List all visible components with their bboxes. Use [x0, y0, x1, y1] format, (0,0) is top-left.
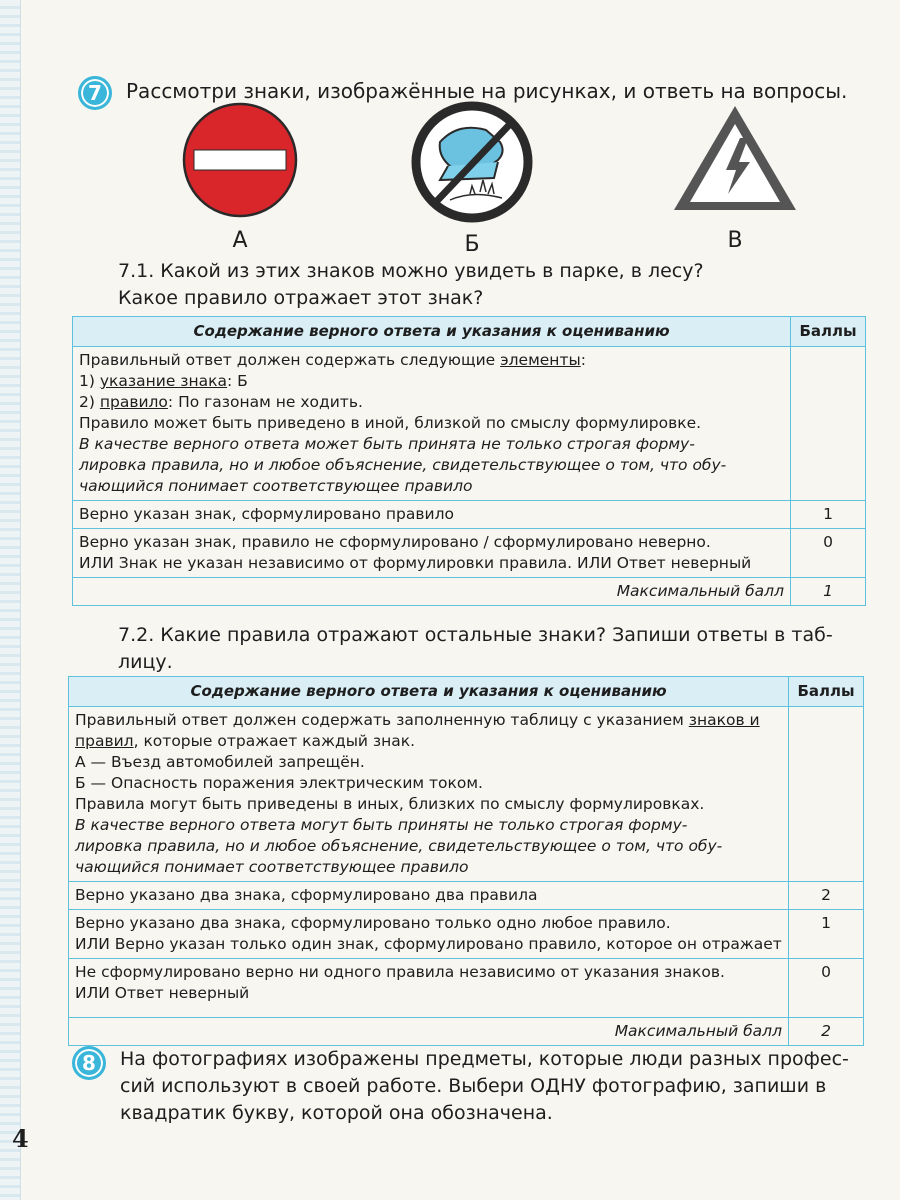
answer-intro-line-2 — [75, 731, 782, 752]
answer-row — [73, 347, 866, 501]
answer-cell — [73, 347, 791, 501]
max-score-value: 2 — [789, 1018, 864, 1046]
answer-intro-line-1 — [75, 710, 782, 731]
item-2-underlined: правило — [99, 393, 168, 411]
task-8-line-2: сий используют в своей работе. Выбери ОДНУ фотографию, запиши в — [120, 1075, 827, 1097]
sign-c — [670, 100, 800, 253]
answer-italic-2: лировка правила, но и любое объяснение, свидетельствующее о том, что обу- — [79, 456, 727, 474]
header-content: Содержание верного ответа и указания к оцениванию — [69, 677, 789, 707]
answer-note: Правило может быть приведено в иной, близкой по смыслу формулировке. — [79, 414, 702, 432]
task-8-line-1: На фотографиях изображены предметы, которые люди разных профес- — [120, 1048, 849, 1070]
question-7-1 — [118, 258, 704, 312]
answer-intro-text: Правильный ответ должен содержать заполненную таблицу с указанием — [75, 711, 689, 729]
sign-b — [410, 100, 534, 257]
max-score-label: Максимальный балл — [73, 578, 791, 606]
answer-italic-1: В качестве верного ответа может быть принята не только строгая форму- — [79, 435, 695, 453]
task-8-heading — [72, 1046, 864, 1127]
answer-italic-1: В качестве верного ответа могут быть приняты не только строгая форму- — [75, 816, 688, 834]
header-content: Содержание верного ответа и указания к оцениванию — [73, 317, 791, 347]
answer-sign-b: Б — Опасность поражения электрическим током. — [75, 774, 483, 792]
criterion-cell — [69, 959, 789, 1018]
answer-row — [69, 707, 864, 882]
answer-intro-text: Правильный ответ должен содержать следующие — [79, 351, 501, 369]
header-points: Баллы — [789, 677, 864, 707]
criterion-cell — [73, 529, 791, 578]
criterion-score: 0 — [789, 959, 864, 1018]
answer-intro-rest: , которые отражает каждый знак. — [133, 732, 416, 750]
criterion-text: Верно указано два знака, сформулировано два правила — [75, 886, 538, 904]
answer-intro-underlined: элементы — [500, 351, 581, 369]
answer-sign-a: А — Въезд автомобилей запрещён. — [75, 753, 365, 771]
question-7-2-line-1: 7.2. Какие правила отражают остальные знаки? Запиши ответы в таб- — [118, 624, 833, 646]
criterion-text-2: ИЛИ Ответ неверный — [75, 984, 250, 1002]
grading-table-7-1 — [72, 316, 866, 606]
answer-intro-underlined-2: правил — [75, 732, 134, 750]
signs-figure — [110, 100, 850, 260]
criterion-score: 1 — [791, 501, 866, 529]
table-row — [73, 501, 866, 529]
criterion-score: 1 — [789, 910, 864, 959]
answer-item-2 — [79, 392, 784, 413]
criterion-score: 0 — [791, 529, 866, 578]
criterion-text-2: ИЛИ Верно указан только один знак, сформулировано правило, которое он отражает — [75, 935, 782, 953]
sign-c-letter: В — [727, 228, 743, 253]
answer-item-1 — [79, 371, 784, 392]
max-score-value: 1 — [791, 578, 866, 606]
table-header-row — [73, 317, 866, 347]
criterion-cell — [69, 882, 789, 910]
binding-strip — [0, 0, 21, 1200]
table-row — [73, 529, 866, 578]
criterion-cell — [73, 501, 791, 529]
page-number: 4 — [12, 1124, 29, 1153]
sign-a — [180, 100, 300, 253]
do-not-walk-on-grass-sign-icon — [410, 100, 534, 224]
item-2-rest: : По газонам не ходить. — [167, 393, 363, 411]
answer-cell — [69, 707, 789, 882]
answer-score-empty — [791, 347, 866, 501]
question-7-1-line-2: Какое правило отражает этот знак? — [118, 287, 484, 309]
max-score-row — [69, 1018, 864, 1046]
criterion-text-2: ИЛИ Знак не указан независимо от формулировки правила. ИЛИ Ответ неверный — [79, 554, 752, 572]
item-1-number: 1) — [79, 372, 100, 390]
item-2-number: 2) — [79, 393, 100, 411]
task-8-number: 8 — [72, 1046, 106, 1080]
header-points: Баллы — [791, 317, 866, 347]
task-7-number: 7 — [78, 76, 112, 110]
sign-b-letter: Б — [464, 232, 480, 257]
item-1-rest: : Б — [227, 372, 248, 390]
sign-a-letter: А — [232, 228, 248, 253]
max-score-row — [73, 578, 866, 606]
task-8-line-3: квадратик букву, которой она обозначена. — [120, 1102, 553, 1124]
item-1-underlined: указание знака — [99, 372, 228, 390]
answer-score-empty — [789, 707, 864, 882]
table-header-row — [69, 677, 864, 707]
answer-intro-underlined: знаков и — [688, 711, 760, 729]
answer-intro — [79, 350, 784, 371]
max-score-label: Максимальный балл — [69, 1018, 789, 1046]
task-7-prompt: Рассмотри знаки, изображённые на рисунках, и ответь на вопросы. — [126, 79, 848, 103]
criterion-text: Верно указан знак, правило не сформулировано / сформулировано неверно. — [79, 533, 711, 551]
table-row — [69, 882, 864, 910]
question-7-1-line-1: 7.1. Какой из этих знаков можно увидеть в парке, в лесу? — [118, 260, 704, 282]
answer-italic-3: чающийся понимает соответствующее правило — [79, 477, 473, 495]
table-row — [69, 959, 864, 1018]
question-7-2-line-2: лицу. — [118, 651, 173, 673]
table-row — [69, 910, 864, 959]
grading-table-7-2 — [68, 676, 864, 1046]
criterion-text: Не сформулировано верно ни одного правила независимо от указания знаков. — [75, 963, 725, 981]
answer-italic-3: чающийся понимает соответствующее правило — [75, 858, 469, 876]
task-8-text — [120, 1046, 849, 1127]
no-entry-sign-icon — [180, 100, 300, 220]
criterion-text: Верно указано два знака, сформулировано только одно любое правило. — [75, 914, 671, 932]
criterion-cell — [69, 910, 789, 959]
criterion-score: 2 — [789, 882, 864, 910]
answer-intro-end: : — [580, 351, 586, 369]
answer-italic-2: лировка правила, но и любое объяснение, свидетельствующее о том, что обу- — [75, 837, 723, 855]
electric-hazard-sign-icon — [670, 100, 800, 220]
question-7-2 — [118, 622, 868, 676]
answer-note: Правила могут быть приведены в иных, близких по смыслу формулировках. — [75, 795, 705, 813]
criterion-text: Верно указан знак, сформулировано правило — [79, 505, 454, 523]
